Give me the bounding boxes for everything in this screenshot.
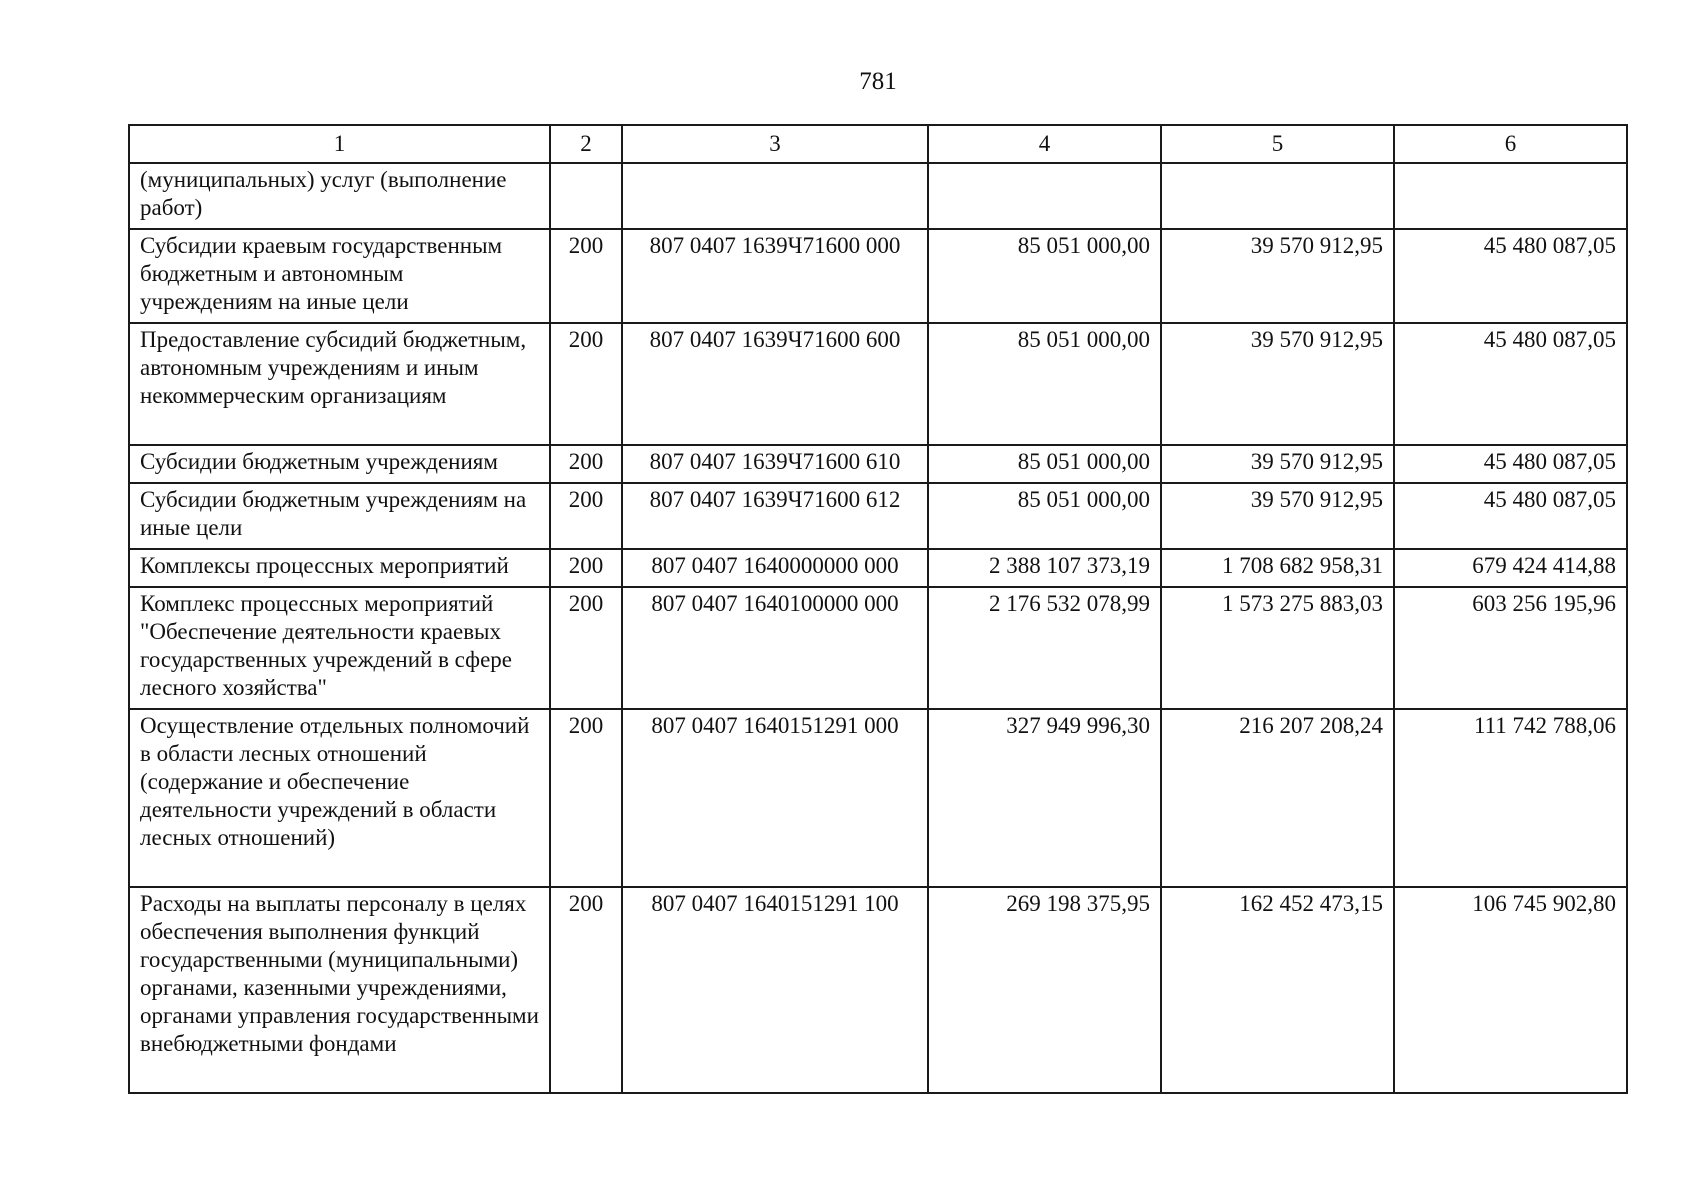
header-col-3: 3 — [622, 125, 928, 163]
row-name: Субсидии краевым государственным бюджетным и автономным учреждениям на иные цели — [129, 229, 550, 323]
row-col5: 39 570 912,95 — [1161, 323, 1394, 445]
row-col5 — [1161, 163, 1394, 229]
table-row — [129, 163, 1627, 229]
row-classification: 807 0407 1640151291 000 — [622, 709, 928, 887]
row-col6: 45 480 087,05 — [1394, 445, 1627, 483]
row-col5: 216 207 208,24 — [1161, 709, 1394, 887]
row-col5: 1 573 275 883,03 — [1161, 587, 1394, 709]
table-row — [129, 709, 1627, 887]
row-classification: 807 0407 1639Ч71600 612 — [622, 483, 928, 549]
row-col4: 2 176 532 078,99 — [928, 587, 1161, 709]
row-col5: 162 452 473,15 — [1161, 887, 1394, 1093]
row-col6: 45 480 087,05 — [1394, 229, 1627, 323]
row-name: Субсидии бюджетным учреждениям — [129, 445, 550, 483]
row-col4: 85 051 000,00 — [928, 323, 1161, 445]
row-code: 200 — [550, 323, 622, 445]
table-row — [129, 483, 1627, 549]
row-col4: 85 051 000,00 — [928, 483, 1161, 549]
row-classification — [622, 163, 928, 229]
page-number-text: 781 — [859, 68, 897, 95]
row-code: 200 — [550, 483, 622, 549]
row-code: 200 — [550, 887, 622, 1093]
row-classification: 807 0407 1639Ч71600 610 — [622, 445, 928, 483]
row-col6: 45 480 087,05 — [1394, 483, 1627, 549]
row-col4 — [928, 163, 1161, 229]
table-row — [129, 323, 1627, 445]
row-code: 200 — [550, 709, 622, 887]
row-col4: 269 198 375,95 — [928, 887, 1161, 1093]
page-number — [0, 68, 1696, 96]
row-classification: 807 0407 1640151291 100 — [622, 887, 928, 1093]
row-name: Предоставление субсидий бюджетным, автономным учреждениям и иным некоммерческим организациям — [129, 323, 550, 445]
row-classification: 807 0407 1639Ч71600 000 — [622, 229, 928, 323]
row-col5: 39 570 912,95 — [1161, 483, 1394, 549]
row-code: 200 — [550, 445, 622, 483]
budget-table — [128, 124, 1628, 1094]
table-header-row — [129, 125, 1627, 163]
row-name: Комплексы процессных мероприятий — [129, 549, 550, 587]
table-row — [129, 445, 1627, 483]
row-classification: 807 0407 1639Ч71600 600 — [622, 323, 928, 445]
table-row — [129, 887, 1627, 1093]
row-col6: 111 742 788,06 — [1394, 709, 1627, 887]
row-col6: 603 256 195,96 — [1394, 587, 1627, 709]
row-col6: 679 424 414,88 — [1394, 549, 1627, 587]
row-col6: 106 745 902,80 — [1394, 887, 1627, 1093]
row-col5: 1 708 682 958,31 — [1161, 549, 1394, 587]
row-name: Комплекс процессных мероприятий "Обеспечение деятельности краевых государственных учреждений в сфере лесного хозяйства" — [129, 587, 550, 709]
row-code: 200 — [550, 549, 622, 587]
header-col-6: 6 — [1394, 125, 1627, 163]
row-name: Субсидии бюджетным учреждениям на иные цели — [129, 483, 550, 549]
table-row — [129, 549, 1627, 587]
row-col4: 85 051 000,00 — [928, 445, 1161, 483]
row-code: 200 — [550, 587, 622, 709]
header-col-5: 5 — [1161, 125, 1394, 163]
row-col4: 2 388 107 373,19 — [928, 549, 1161, 587]
row-name: Расходы на выплаты персоналу в целях обеспечения выполнения функций государственными (муниципальными) органами, казенными учреждениями, органами управления государственными внебюджетными фондами — [129, 887, 550, 1093]
header-col-4: 4 — [928, 125, 1161, 163]
table-row — [129, 587, 1627, 709]
row-col5: 39 570 912,95 — [1161, 229, 1394, 323]
header-col-1: 1 — [129, 125, 550, 163]
row-classification: 807 0407 1640000000 000 — [622, 549, 928, 587]
row-col4: 327 949 996,30 — [928, 709, 1161, 887]
row-col6: 45 480 087,05 — [1394, 323, 1627, 445]
table-row — [129, 229, 1627, 323]
row-col6 — [1394, 163, 1627, 229]
row-classification: 807 0407 1640100000 000 — [622, 587, 928, 709]
row-name: Осуществление отдельных полномочий в области лесных отношений (содержание и обеспечение деятельности учреждений в области лесных отношений) — [129, 709, 550, 887]
header-col-2: 2 — [550, 125, 622, 163]
row-name: (муниципальных) услуг (выполнение работ) — [129, 163, 550, 229]
row-col5: 39 570 912,95 — [1161, 445, 1394, 483]
row-col4: 85 051 000,00 — [928, 229, 1161, 323]
row-code — [550, 163, 622, 229]
row-code: 200 — [550, 229, 622, 323]
